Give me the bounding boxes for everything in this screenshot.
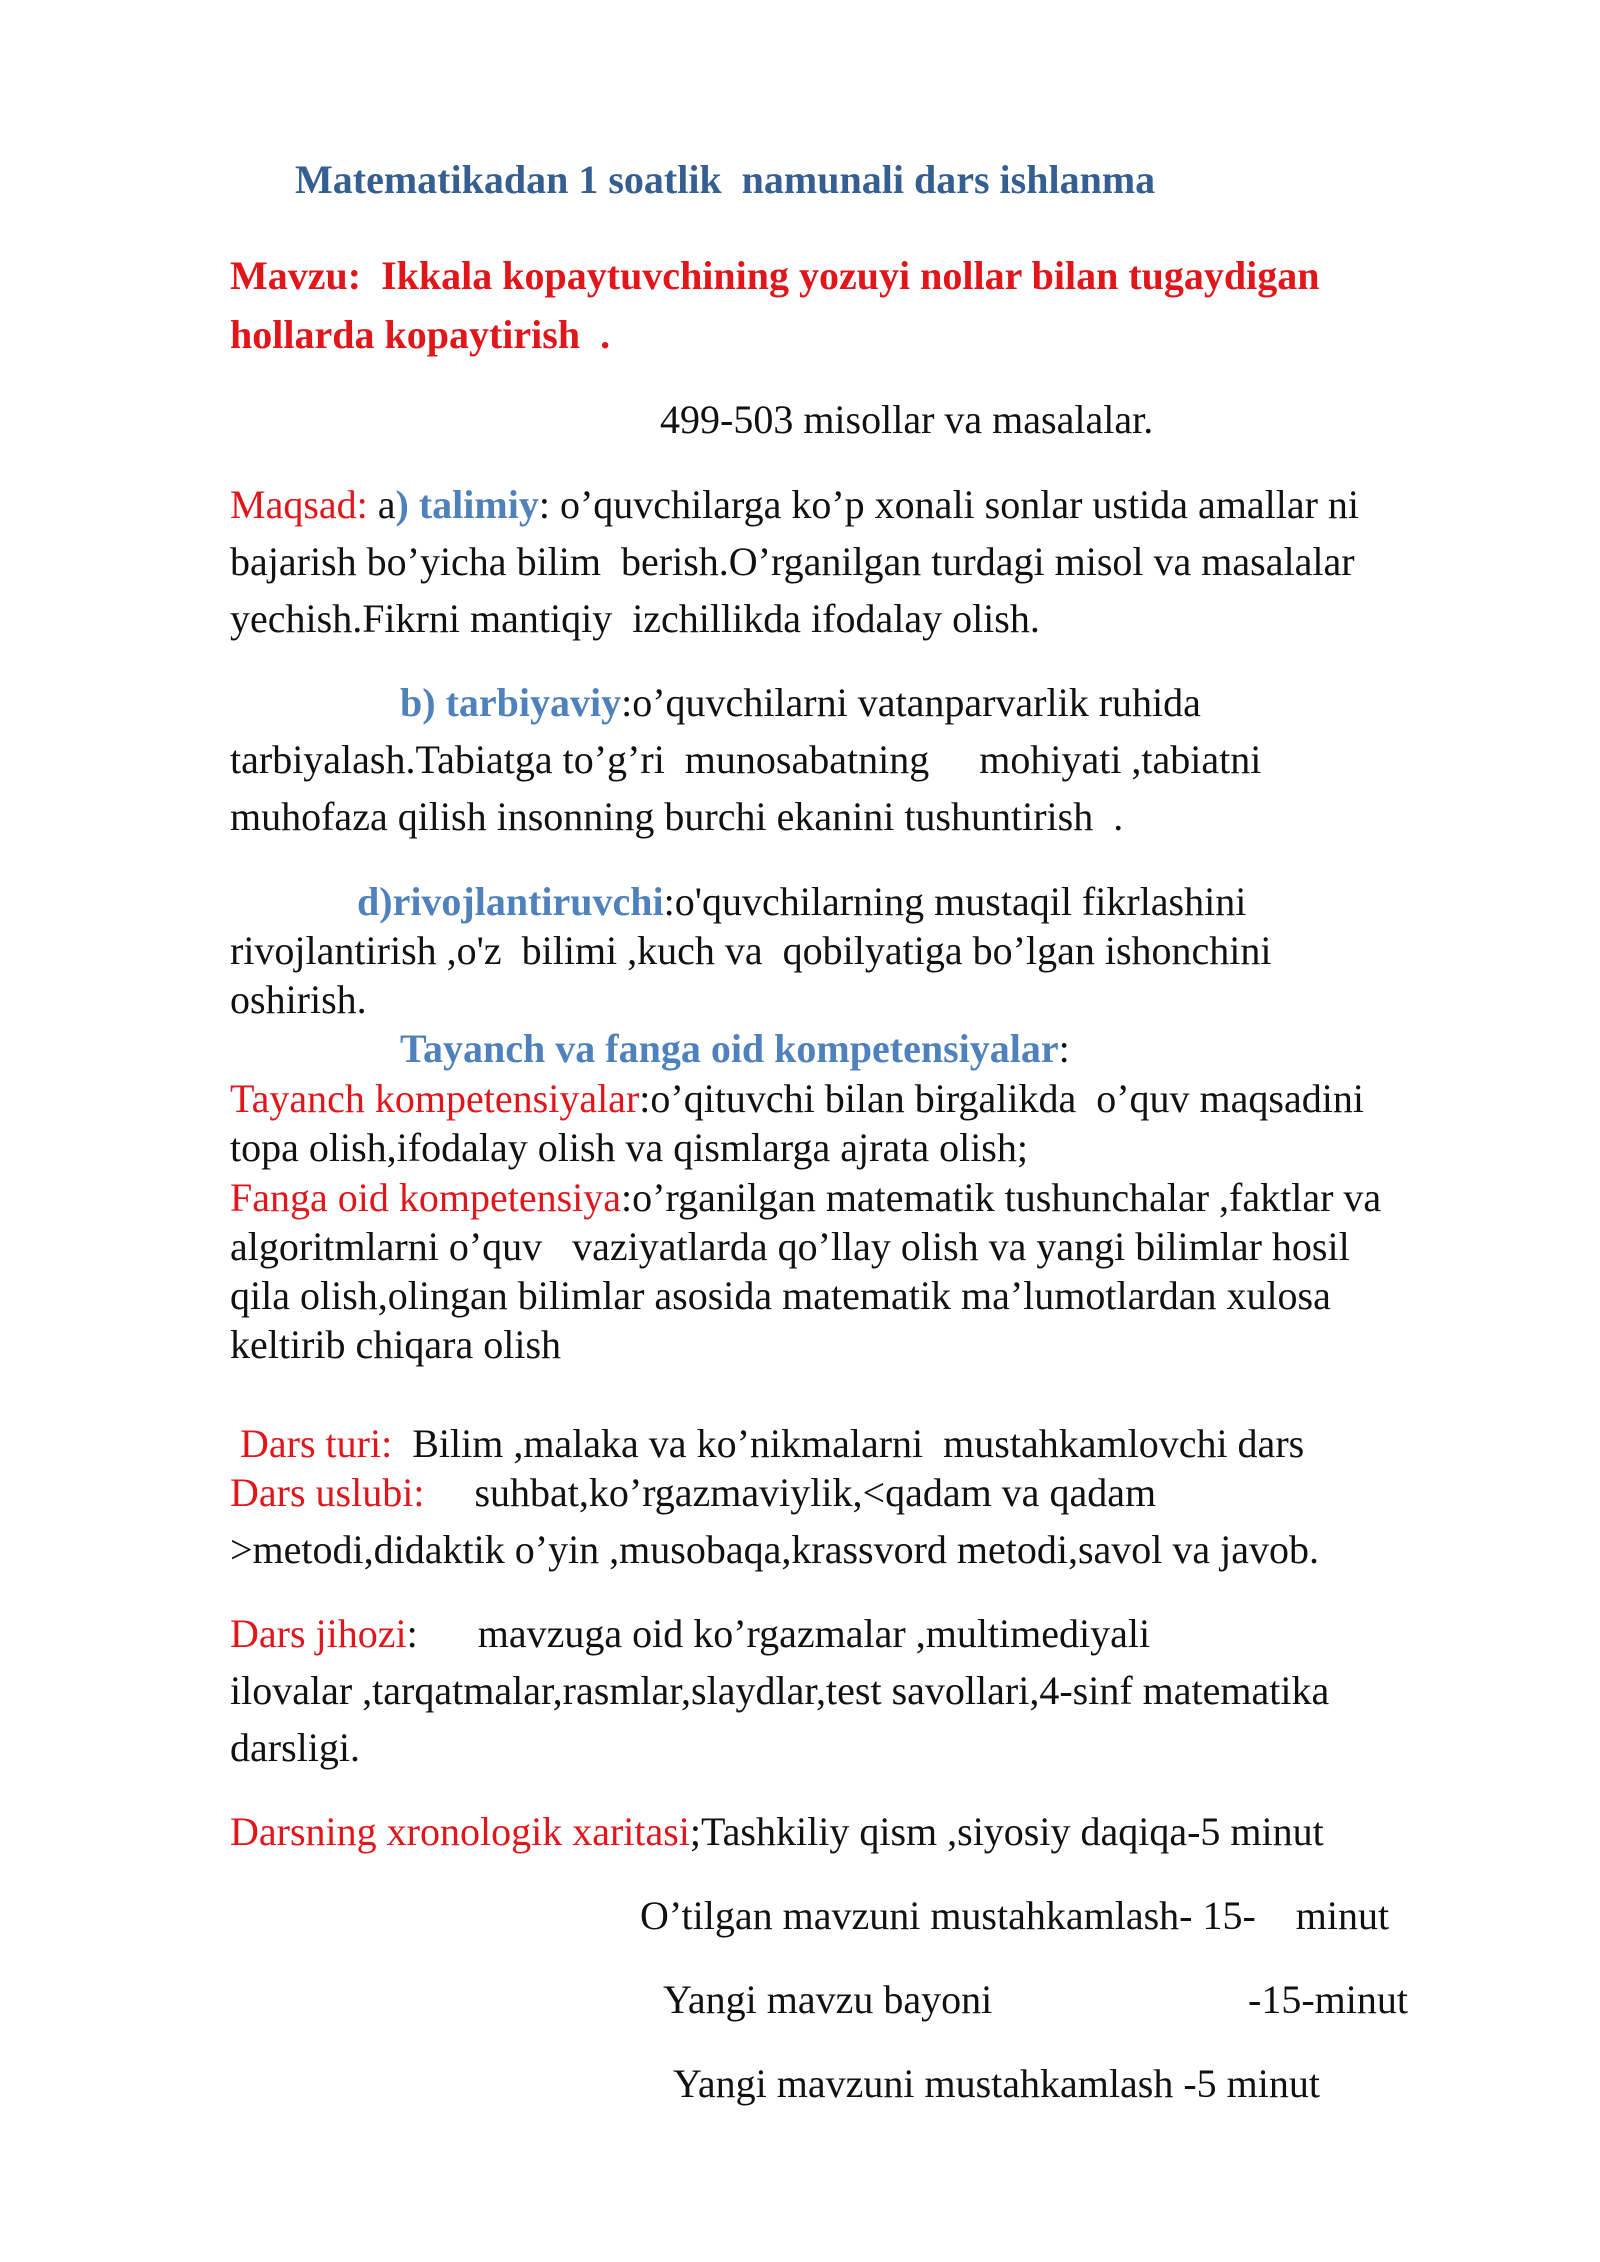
maqsad-a-prefix: a [367,482,396,527]
xronologiya-item-2: O’tilgan mavzuni mustahkamlash- 15- minut [640,1893,1390,1938]
fanga-line-2: algoritmlarni o’quv vaziyatlarda qo’llay olish va yangi bilimlar hosil [230,1224,1350,1269]
dars-turi-label: Dars turi: [230,1421,393,1466]
maqsad-line-2: bajarish bo’yicha bilim berish.O’rganilgan turdagi misol va masalalar [230,539,1355,584]
fanga-label: Fanga oid kompetensiya [230,1175,622,1220]
talimiy-label: ) talimiy [395,482,539,527]
rivojlantiruvchi-text: :o'quvchilarning mustaqil fikrlashini [663,879,1247,924]
kompetensiya-heading-colon: : [1058,1026,1070,1071]
dars-jihozi-line-2: ilovalar ,tarqatmalar,rasmlar,slaydlar,test savollari,4-sinf matematika [230,1668,1330,1713]
dars-turi-line [230,1419,1304,1469]
maqsad-line-3: yechish.Fikrni mantiqiy izchillikda ifodalay olish. [230,596,1040,641]
xronologiya-label: Darsning xronologik xaritasi [230,1809,690,1854]
dars-jihozi-label: Dars jihozi [230,1611,407,1656]
kompetensiya-heading [400,1024,1070,1074]
tarbiyaviy-text: :o’quvchilarni vatanparvarlik ruhida [621,680,1201,725]
mavzu-line-1 [230,251,1320,301]
dars-uslubi-line-2: >metodi,didaktik o’yin ,musobaqa,krassvord metodi,savol va javob. [230,1527,1320,1572]
dars-turi-text: Bilim ,malaka va ko’nikmalarni mustahkamlovchi dars [392,1421,1305,1466]
maqsad-label: Maqsad: [230,482,368,527]
tayanch-line-1 [230,1074,1364,1124]
tarbiyaviy-line-1 [400,678,1201,728]
fanga-line-1 [230,1173,1381,1223]
fanga-line-3: qila olish,olingan bilimlar asosida matematik ma’lumotlardan xulosa [230,1273,1331,1318]
dars-uslubi-label: Dars uslubi: [230,1470,425,1515]
dars-jihozi-text: : mavzuga oid ko’rgazmalar ,multimediyali [406,1611,1151,1656]
rivojlantiruvchi-line-1 [357,877,1246,927]
tayanch-label: Tayanch kompetensiyalar [230,1076,640,1121]
dars-uslubi-line-1 [230,1468,1156,1518]
rivojlantiruvchi-line-3: oshirish. [230,977,367,1022]
rivojlantiruvchi-line-2: rivojlantirish ,o'z bilimi ,kuch va qobilyatiga bo’lgan ishonchini [230,928,1272,973]
tayanch-text: :o’qituvchi bilan birgalikda o’quv maqsadini [639,1076,1364,1121]
mavzu-line-2: hollarda kopaytirish . [230,312,611,357]
tarbiyaviy-line-3: muhofaza qilish insonning burchi ekanini tushuntirish . [230,794,1124,839]
dars-uslubi-text: suhbat,ko’rgazmaviylik,<qadam va qadam [424,1470,1157,1515]
dars-jihozi-line-3: darsligi. [230,1725,360,1770]
xronologiya-item-4: Yangi mavzuni mustahkamlash -5 minut [673,2061,1320,2106]
tarbiyaviy-label: b) tarbiyaviy [400,680,622,725]
mavzu-text: Ikkala kopaytuvchining yozuyi nollar bilan tugaydigan [361,253,1320,298]
dars-jihozi-line-1 [230,1609,1150,1659]
exercises-line: 499-503 misollar va masalalar. [660,397,1154,442]
xronologiya-item-3-name: Yangi mavzu bayoni [663,1977,993,2022]
tayanch-line-2: topa olish,ifodalay olish va qismlarga ajrata olish; [230,1125,1028,1170]
xronologiya-item-3-time: -15-minut [1248,1977,1408,2022]
fanga-text: :o’rganilgan matematik tushunchalar ,faktlar va [621,1175,1382,1220]
tarbiyaviy-line-2: tarbiyalash.Tabiatga to’g’ri munosabatning mohiyati ,tabiatni [230,737,1262,782]
page-title: Matematikadan 1 soatlik namunali dars ishlanma [295,157,1156,202]
rivojlantiruvchi-label: d)rivojlantiruvchi [357,879,664,924]
mavzu-label: Mavzu: [230,253,362,298]
maqsad-line-1 [230,480,1359,530]
xronologiya-line-1 [230,1807,1324,1857]
kompetensiya-heading-text: Tayanch va fanga oid kompetensiyalar [400,1026,1059,1071]
talimiy-text: : o’quvchilarga ko’p xonali sonlar ustida amallar ni [538,482,1359,527]
xronologiya-first: ;Tashkiliy qism ,siyosiy daqiqa-5 minut [689,1809,1324,1854]
fanga-line-4: keltirib chiqara olish [230,1322,562,1367]
